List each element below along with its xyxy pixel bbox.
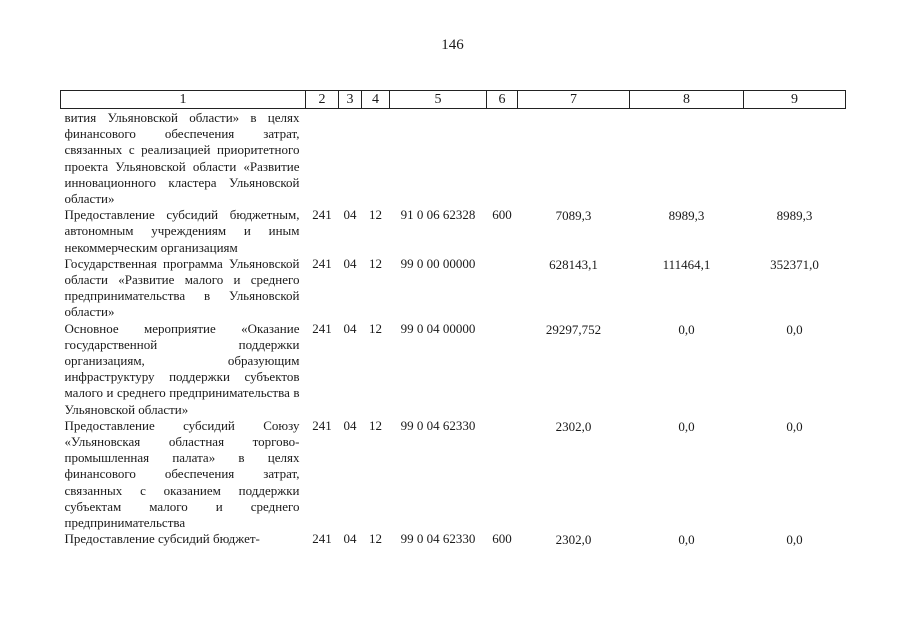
header-col-6: 6 (487, 91, 518, 109)
row-ved: 241 (312, 417, 332, 433)
row-ved: 241 (312, 320, 332, 336)
table-row (61, 531, 846, 548)
row-rz: 04 (343, 207, 357, 223)
row-vr (487, 256, 518, 321)
row-year-1: 628143,1 (549, 256, 598, 272)
header-col-9: 9 (744, 91, 846, 109)
row-year-2: 111464,1 (662, 256, 711, 272)
table-header (61, 91, 846, 109)
header-row (61, 91, 846, 109)
row-pr: 12 (369, 531, 382, 547)
row-vr (487, 109, 518, 208)
row-year-1: 2302,0 (555, 418, 592, 434)
row-pr: 12 (369, 207, 382, 223)
page-number: 146 (441, 37, 464, 53)
row-name: Предоставление субсидий Союзу «Ульяновская областная торгово-промышленная палата» в целях финансового обеспечения затрат, связанных с оказанием поддержки субъектам малого и среднего предпринимательства (64, 417, 300, 531)
table-row (61, 207, 846, 256)
row-year-3: 0,0 (786, 532, 803, 548)
row-name: вития Ульяновской области» в целях финансового обеспечения затрат, связанных с реализацией приоритетного проекта Ульяновской области «Развитие инновационного кластера Ульяновской области» (64, 110, 300, 207)
row-csr (390, 109, 487, 208)
row-csr: 99 0 04 00000 (400, 320, 476, 336)
row-vr (487, 418, 518, 531)
row-year-3: 0,0 (786, 321, 803, 337)
header-col-5: 5 (390, 91, 487, 109)
row-pr: 12 (369, 320, 382, 336)
budget-table (60, 90, 846, 548)
row-year-1: 7089,3 (555, 208, 592, 224)
row-name: Предоставление субсидий бюджетным, автономным учреждениям и иным некоммерческим организациям (64, 207, 300, 255)
row-year-3: 0,0 (786, 418, 803, 434)
table-body (61, 109, 846, 549)
row-year-1: 2302,0 (555, 532, 592, 548)
row-pr (362, 109, 390, 208)
row-year-1: 29297,752 (545, 321, 602, 337)
row-name: Основное мероприятие «Оказание государственной поддержки организациям, образующим инфраструктуру поддержки субъектов малого и среднего предпринимательства в Ульяновской области» (64, 320, 300, 417)
table-row (61, 418, 846, 531)
row-pr: 12 (369, 417, 382, 433)
row-ved: 241 (312, 207, 332, 223)
row-rz: 04 (343, 255, 357, 271)
header-col-2: 2 (306, 91, 339, 109)
row-csr: 99 0 04 62330 (400, 531, 476, 547)
header-col-1: 1 (61, 91, 306, 109)
row-name: Предоставление субсидий бюджет- (64, 531, 260, 547)
row-rz: 04 (343, 531, 357, 547)
row-vr: 600 (492, 207, 512, 223)
row-rz: 04 (343, 417, 357, 433)
row-name: Государственная программа Ульяновской области «Развитие малого и среднего предпринимательства в Ульяновской области» (64, 255, 300, 320)
header-col-8: 8 (630, 91, 744, 109)
row-year-2: 0,0 (678, 418, 695, 434)
row-year-2 (630, 109, 744, 208)
row-vr (487, 321, 518, 418)
row-ved: 241 (312, 531, 332, 547)
row-year-2: 8989,3 (668, 208, 705, 224)
row-ved (306, 109, 339, 208)
row-csr: 99 0 00 00000 (400, 255, 476, 271)
table-row (61, 256, 846, 321)
row-csr: 99 0 04 62330 (400, 417, 476, 433)
row-pr: 12 (369, 255, 382, 271)
row-year-3 (744, 109, 846, 208)
row-year-3: 352371,0 (770, 256, 819, 272)
table-row (61, 109, 846, 208)
row-year-3: 8989,3 (776, 208, 813, 224)
header-col-3: 3 (339, 91, 362, 109)
header-col-4: 4 (362, 91, 390, 109)
row-year-1 (518, 109, 630, 208)
table-row (61, 321, 846, 418)
row-ved: 241 (312, 255, 332, 271)
row-vr: 600 (492, 531, 512, 547)
header-col-7: 7 (518, 91, 630, 109)
row-rz: 04 (343, 320, 357, 336)
row-csr: 91 0 06 62328 (400, 207, 476, 223)
row-year-2: 0,0 (678, 321, 695, 337)
row-rz (339, 109, 362, 208)
row-year-2: 0,0 (678, 532, 695, 548)
